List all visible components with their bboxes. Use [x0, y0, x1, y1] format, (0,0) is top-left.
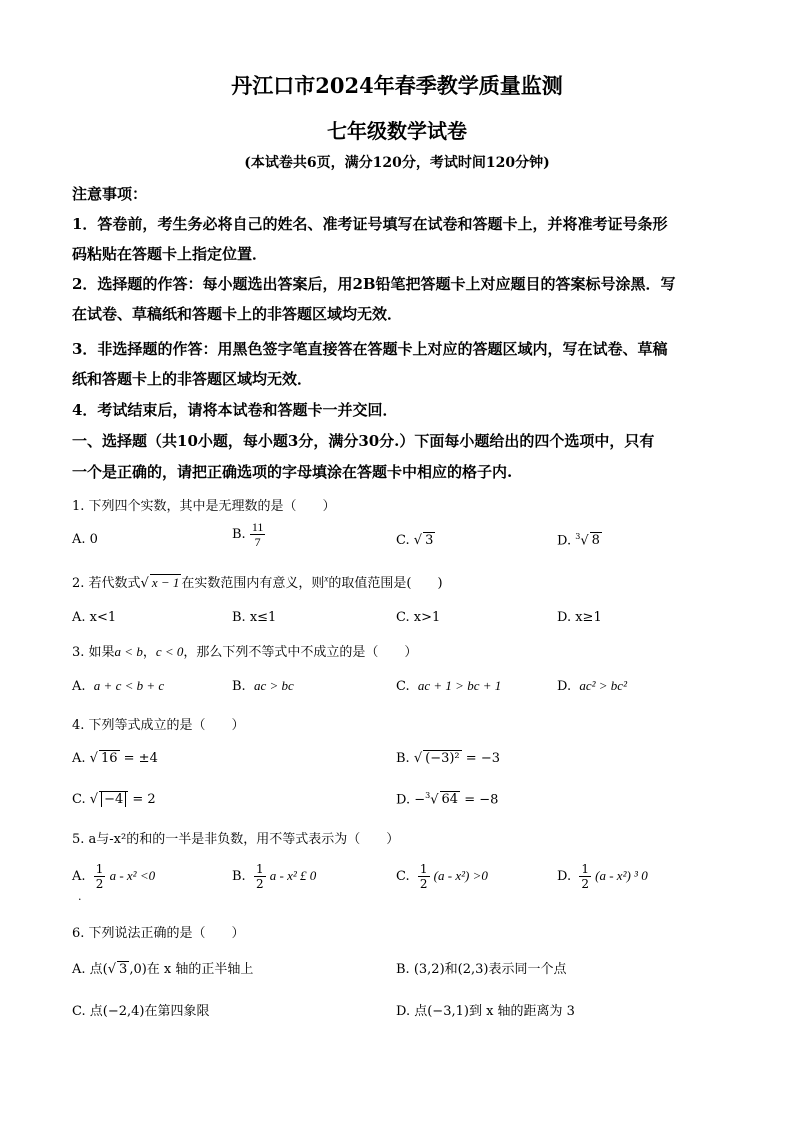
section-heading: 一个是正确的，请把正确选项的字母填涂在答题卡中相应的格子内.: [72, 463, 513, 481]
question-stem: 3. 如果a < b，c < 0，那么下列不等式中不成立的是（ ）: [72, 644, 418, 660]
question-stem: 4. 下列等式成立的是（ ）: [72, 718, 245, 733]
stray-dot: .: [78, 890, 82, 903]
question-stem: 6. 下列说法正确的是（ ）: [72, 926, 245, 941]
option-d: D. 点(−3,1)到 x 轴的距离为 3: [396, 1004, 575, 1019]
option-c: C. 点(−2,4)在第四象限: [72, 1004, 210, 1019]
option-a: A. $\frac{1}{2}$ a - x² <0: [72, 862, 156, 891]
option-d: D. x≥1: [557, 610, 602, 625]
question-stem: 1. 下列四个实数，其中是无理数的是（ ）: [72, 499, 336, 514]
exam-title: 丹江口市2024年春季教学质量监测: [231, 73, 563, 98]
option-a: A. 0: [72, 532, 98, 547]
note-line: 在试卷、草稿纸和答题卡上的非答题区域均无效．: [72, 305, 403, 323]
option-b: B. $\frac{11}{7}$: [232, 520, 264, 549]
question-stem: 2. 若代数式√ x − 1 在实数范围内有意义，则$^x$的取值范围是( ): [72, 573, 443, 591]
note-line: 1．答卷前，考生务必将自己的姓名、准考证号填写在试卷和答题卡上，并将准考证号条形: [72, 215, 668, 233]
option-c: C. ac + 1 > bc + 1: [396, 678, 502, 694]
note-line: 4．考试结束后，请将本试卷和答题卡一并交回．: [72, 401, 398, 419]
exam-subtitle: 七年级数学试卷: [327, 119, 467, 143]
note-line: 3．非选择题的作答：用黑色签字笔直接答在答题卡上对应的答题区域内，写在试卷、草稿: [72, 340, 668, 358]
option-a: A. 点(√ 3 ,0)在 x 轴的正半轴上: [72, 962, 254, 977]
option-a: A. x<1: [72, 610, 117, 625]
option-a: A. a + c < b + c: [72, 678, 165, 694]
option-d: D. $^3$√ 8: [557, 532, 600, 549]
note-line: 码粘贴在答题卡上指定位置．: [72, 245, 268, 263]
option-a: A. √ 16 = ±4: [72, 751, 158, 766]
option-d: D. ac² > bc²: [557, 678, 627, 694]
exam-info: (本试卷共6页，满分120分，考试时间120分钟): [244, 155, 550, 171]
option-c: C. x>1: [396, 610, 441, 625]
option-d: D. $\frac{1}{2}$ (a - x²) ³ 0: [557, 862, 648, 891]
option-c: C. √ 3: [396, 533, 434, 548]
option-b: B. x≤1: [232, 610, 277, 625]
note-line: 2．选择题的作答：每小题选出答案后，用2B铅笔把答题卡上对应题目的答案标号涂黑．写: [72, 275, 676, 293]
notes-heading: 注意事项：: [72, 185, 148, 203]
option-d: D. −$^3$√ 64 = −8: [396, 791, 499, 808]
question-stem: 5. a与-x²的和的一半是非负数，用不等式表示为（ ）: [72, 832, 400, 847]
option-b: B. ac > bc: [232, 678, 294, 694]
option-c: C. $\frac{1}{2}$ (a - x²) >0: [396, 862, 488, 891]
option-b: B. (3,2)和(2,3)表示同一个点: [396, 962, 567, 977]
section-heading: 一、选择题（共10小题，每小题3分，满分30分.）下面每小题给出的四个选项中，只有: [72, 432, 655, 450]
option-c: C. √ −4 = 2: [72, 792, 156, 807]
option-b: B. √ (−3)² = −3: [396, 751, 500, 766]
note-line: 纸和答题卡上的非答题区域均无效．: [72, 370, 313, 388]
option-b: B. $\frac{1}{2}$ a - x² £ 0: [232, 862, 317, 891]
